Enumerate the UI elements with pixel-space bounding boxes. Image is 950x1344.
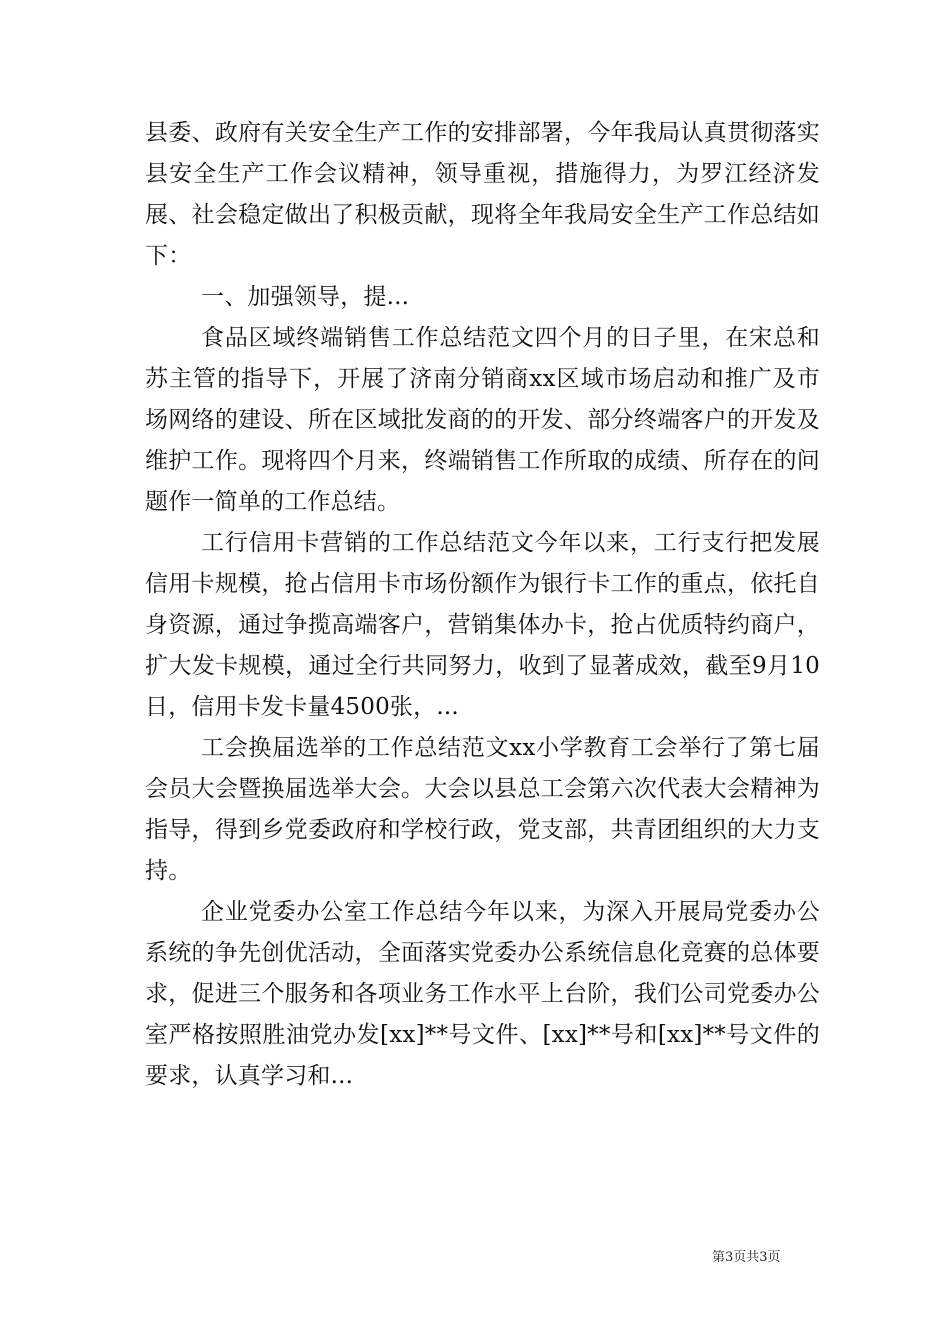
document-body	[145, 113, 820, 1097]
paragraph-credit-card-summary: 工行信用卡营销的工作总结范文今年以来，工行支行把发展信用卡规模，抢占信用卡市场份额作为银行卡工作的重点，依托自身资源，通过争揽高端客户，营销集体办卡，抢占优质特约商户，扩大发卡规模，通过全行共同努力，收到了显著成效，截至9月10日，信用卡发卡量4500张，...	[145, 530, 820, 720]
paragraph-food-sales-summary: 食品区域终端销售工作总结范文四个月的日子里，在宋总和苏主管的指导下，开展了济南分销商xx区域市场启动和推广及市场网络的建设、所在区域批发商的的开发、部分终端客户的开发及维护工作。现将四个月来，终端销售工作所取的成绩、所存在的问题作一简单的工作总结。	[145, 325, 820, 515]
paragraph-section-heading: 一、加强领导，提...	[201, 284, 410, 310]
paragraph-union-election-summary: 工会换届选举的工作总结范文xx小学教育工会举行了第七届会员大会暨换届选举大会。大会以县总工会第六次代表大会精神为指导，得到乡党委政府和学校行政，党支部，共青团组织的大力支持。	[145, 735, 820, 884]
paragraph-party-office-summary: 企业党委办公室工作总结今年以来，为深入开展局党委办公系统的争先创优活动，全面落实党委办公系统信息化竞赛的总体要求，促进三个服务和各项业务工作水平上台阶，我们公司党委办公室严格按照胜油党办发[xx]**号文件、[xx]**号和[xx]**号文件的要求，认真学习和...	[145, 899, 820, 1089]
paragraph-safety-summary-continued: 县委、政府有关安全生产工作的安排部署，今年我局认真贯彻落实县安全生产工作会议精神，领导重视，措施得力，为罗江经济发展、社会稳定做出了积极贡献，现将全年我局安全生产工作总结如下：	[145, 120, 820, 269]
page-number-footer: 第3页共3页	[712, 1250, 781, 1265]
